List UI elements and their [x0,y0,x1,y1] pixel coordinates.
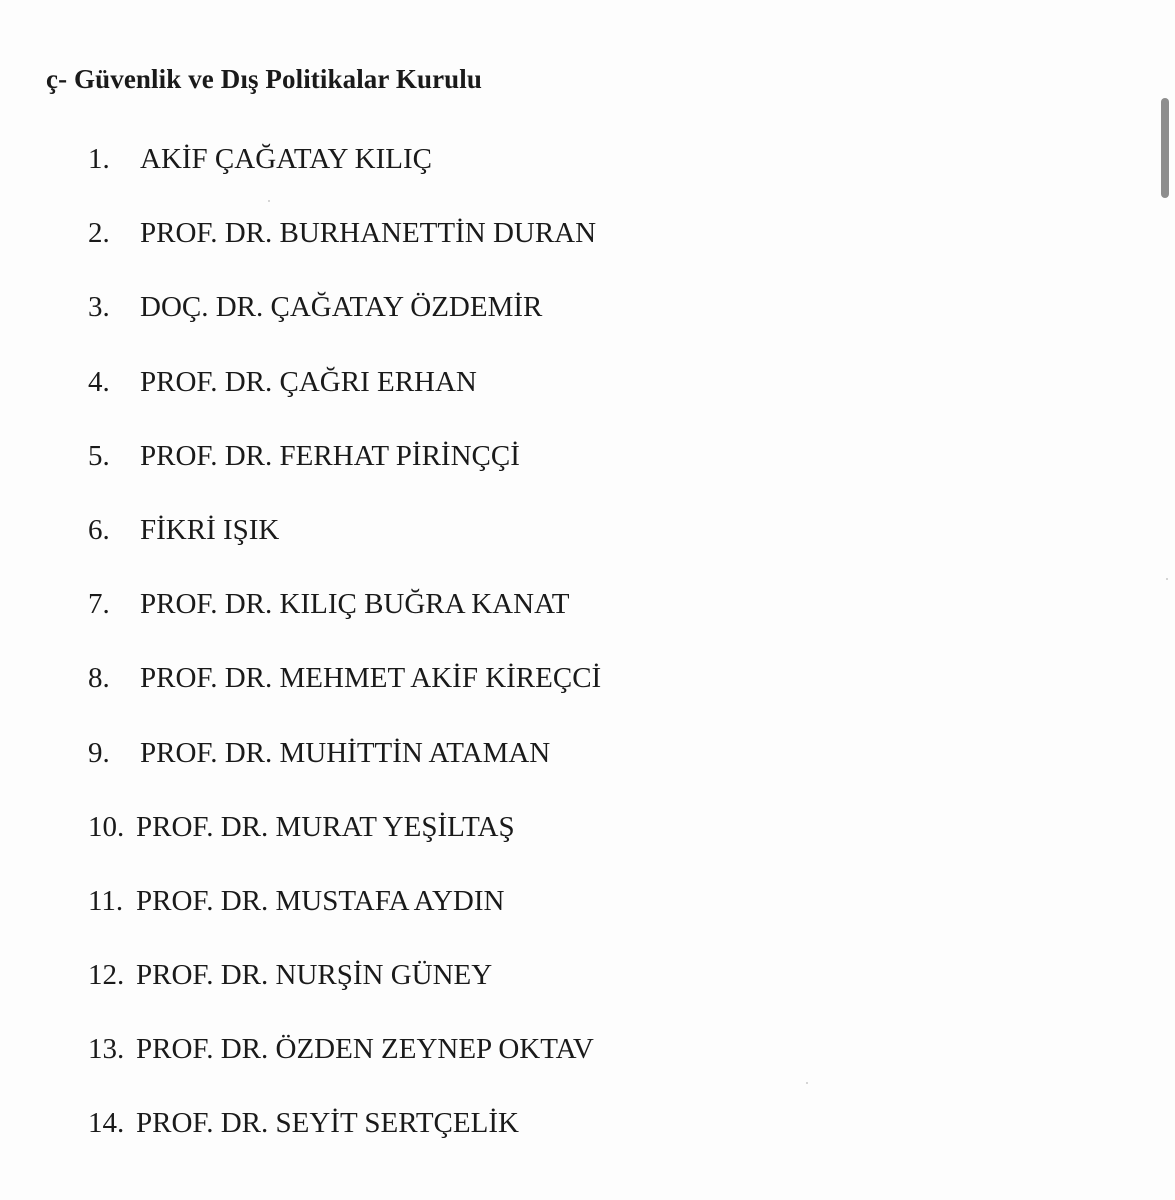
member-name: PROF. DR. ÖZDEN ZEYNEP OKTAV [136,1033,594,1066]
scrollbar-thumb[interactable] [1161,98,1169,198]
list-item [88,577,601,651]
item-number: 4. [88,365,110,398]
item-number: 3. [88,291,110,324]
section-heading: ç- Güvenlik ve Dış Politikalar Kurulu [46,64,482,94]
list-item [88,800,601,874]
item-number: 5. [88,439,110,472]
list-item [88,726,601,800]
list-item [88,280,601,354]
item-number: 2. [88,217,110,250]
list-item [88,651,601,725]
scan-speck [1166,578,1168,580]
item-number: 1. [88,143,110,175]
list-item [88,355,601,429]
item-number: 13. [88,1033,125,1066]
member-name: DOÇ. DR. ÇAĞATAY ÖZDEMİR [140,291,543,324]
list-item [88,1096,601,1170]
scan-speck [268,200,270,202]
item-number: 7. [88,588,110,621]
member-name: PROF. DR. FERHAT PİRİNÇÇİ [140,439,520,472]
item-number: 10. [88,810,125,843]
member-name: PROF. DR. MUHİTTİN ATAMAN [140,736,551,769]
item-number: 11. [88,884,124,917]
member-name: FİKRİ IŞIK [140,513,280,546]
member-name: PROF. DR. BURHANETTİN DURAN [140,217,597,250]
member-name: PROF. DR. MUSTAFA AYDIN [136,884,505,917]
item-number: 14. [88,1107,125,1140]
list-item [88,948,601,1022]
list-item [88,503,601,577]
item-number: 9. [88,736,110,769]
list-item [88,206,601,280]
member-name: PROF. DR. KILIÇ BUĞRA KANAT [140,588,570,621]
member-list [88,132,601,1171]
item-number: 12. [88,959,125,992]
member-name: PROF. DR. MEHMET AKİF KİREÇCİ [140,662,602,695]
list-item [88,874,601,948]
member-name: PROF. DR. SEYİT SERTÇELİK [136,1107,519,1140]
item-number: 8. [88,662,110,695]
item-number: 6. [88,513,110,546]
member-name: AKİF ÇAĞATAY KILIÇ [140,143,432,175]
list-item [88,1022,601,1096]
list-item [88,429,601,503]
member-name: PROF. DR. ÇAĞRI ERHAN [140,365,477,398]
list-item [88,132,601,206]
scan-speck [806,1082,808,1084]
member-name: PROF. DR. NURŞİN GÜNEY [136,959,493,992]
member-name: PROF. DR. MURAT YEŞİLTAŞ [136,810,515,843]
